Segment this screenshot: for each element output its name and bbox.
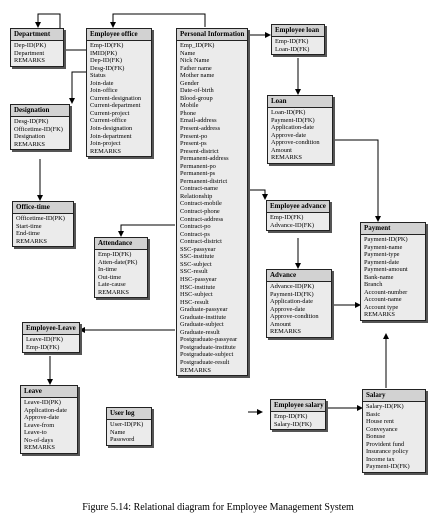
table-fields — [87, 41, 151, 156]
field-row: Application-date — [270, 298, 313, 306]
field-row: REMARKS — [90, 147, 121, 155]
field-row: Approve-date — [270, 305, 306, 313]
field-row: Department — [14, 49, 45, 57]
field-row: Postgraduate-passyear — [180, 336, 238, 344]
table-fields — [271, 412, 325, 429]
table-title: Advance — [267, 270, 331, 282]
field-row: Payment-ID(PK) — [364, 236, 408, 243]
field-row: Name — [110, 428, 126, 436]
table-title: Employee advance — [267, 201, 329, 213]
field-row: In-time — [98, 266, 117, 274]
field-row: REMARKS — [14, 57, 45, 65]
table-employee-office — [86, 28, 152, 157]
table-employee-salary — [270, 399, 326, 430]
field-row: Application-date — [271, 124, 314, 132]
table-fields — [95, 250, 147, 297]
table-fields — [177, 41, 247, 375]
field-row: Present-po — [180, 132, 208, 140]
field-row: Blood-group — [180, 94, 213, 102]
field-row: IMID(PK) — [90, 49, 117, 57]
field-row: Phone — [180, 109, 196, 117]
field-row: Desg-ID(PK) — [14, 118, 49, 125]
field-row: End-time — [16, 230, 40, 238]
field-row: House rent — [366, 418, 394, 426]
field-row: Graduate-institute — [180, 313, 227, 321]
field-row: REMARKS — [180, 366, 211, 374]
field-row: Present-address — [180, 125, 221, 133]
table-user-log — [106, 407, 152, 446]
field-row: Gender — [180, 79, 199, 87]
field-row: Approve-condition — [271, 139, 320, 147]
field-row: Insurance policy — [366, 448, 409, 456]
table-fields — [23, 335, 79, 352]
field-row: Mother name — [180, 72, 215, 80]
field-row: Payment-name — [364, 243, 403, 251]
figure-caption: Figure 5.14: Relational diagram for Employee Management System — [82, 502, 354, 513]
field-row: Emp-ID(FK) — [26, 343, 60, 351]
field-row: Account-name — [364, 296, 402, 304]
table-title: Employee loan — [272, 25, 324, 37]
field-row: Emp_ID(PK) — [180, 42, 215, 49]
table-fields — [11, 41, 63, 66]
field-row: Approve-date — [271, 131, 307, 139]
field-row: Provident fund — [366, 440, 405, 448]
field-row: Current-project — [90, 109, 130, 117]
table-fields — [21, 398, 77, 453]
field-row: HSC-institute — [180, 283, 216, 291]
field-row: REMARKS — [364, 311, 395, 319]
field-row: Permanent-address — [180, 155, 229, 163]
field-row: REMARKS — [14, 140, 45, 148]
field-row: Basic — [366, 410, 381, 418]
field-row: Loan-ID(FK) — [275, 45, 310, 53]
table-designation — [10, 104, 70, 150]
field-row: HSC-subject — [180, 291, 213, 299]
field-row: Advance-ID(PK) — [270, 283, 315, 290]
field-row: Emp-ID(FK) — [275, 38, 309, 45]
field-row: Join-department — [90, 132, 132, 140]
field-row: Officetime-ID(PK) — [16, 215, 65, 222]
table-title: Loan — [268, 96, 332, 108]
field-row: Join-project — [90, 140, 121, 148]
field-row: Conveyance — [366, 425, 398, 433]
field-row: Contract-phone — [180, 208, 220, 216]
field-row: Current-office — [90, 117, 127, 125]
field-row: Bonuse — [366, 433, 386, 441]
field-row: No-of-days — [24, 436, 54, 444]
table-fields — [13, 214, 73, 246]
field-row: Join-office — [90, 87, 118, 95]
field-row: SSC-passyear — [180, 245, 216, 253]
field-row: HSC-passyear — [180, 275, 217, 283]
field-row: Dep-ID(PK) — [14, 42, 46, 49]
field-row: Out-time — [98, 273, 122, 281]
field-row: Advance-ID(FK) — [270, 221, 315, 229]
table-fields — [267, 213, 329, 230]
field-row: Leave-ID(FK) — [26, 336, 63, 343]
field-row: Salary-ID(PK) — [366, 403, 404, 410]
field-row: Salary-ID(FK) — [274, 420, 312, 428]
table-fields — [107, 420, 151, 445]
table-fields — [268, 108, 332, 163]
field-row: REMARKS — [270, 328, 301, 336]
field-row: Emp-ID(FK) — [90, 42, 124, 49]
table-employee-advance — [266, 200, 330, 231]
field-row: Graduate-passyear — [180, 306, 228, 314]
field-row: REMARKS — [271, 154, 302, 162]
field-row: Payment-ID(FK) — [366, 463, 410, 471]
field-row: Present-district — [180, 147, 219, 155]
table-fields — [272, 37, 324, 54]
table-fields — [267, 282, 331, 337]
field-row: Contract-district — [180, 238, 222, 246]
table-department — [10, 28, 64, 67]
field-row: Graduate-result — [180, 328, 220, 336]
link-personal-employee-office — [113, 14, 205, 27]
field-row: Bank-name — [364, 273, 394, 281]
field-row: Payment-type — [364, 251, 400, 259]
field-row: Approve-date — [24, 414, 60, 422]
table-title: Office-time — [13, 202, 73, 214]
table-title: Attendance — [95, 238, 147, 250]
field-row: Leave-ID(PK) — [24, 399, 61, 406]
field-row: Relationship — [180, 192, 213, 200]
table-salary — [362, 389, 426, 473]
table-title: Designation — [11, 105, 69, 117]
table-attendance — [94, 237, 148, 298]
link-personal-employee-advance — [248, 190, 265, 199]
field-row: Emp-ID(FK) — [270, 214, 304, 221]
field-row: Permanent-district — [180, 177, 228, 185]
field-row: Permanent-ps — [180, 170, 216, 178]
field-row: Officetime-ID(FK) — [14, 125, 63, 133]
field-row: Email-address — [180, 117, 217, 125]
field-row: Designation — [14, 133, 45, 141]
field-row: Status — [90, 72, 106, 80]
field-row: Payment-ID(FK) — [271, 116, 315, 124]
link-loan-payment — [333, 140, 378, 221]
table-title: Employee salary — [271, 400, 325, 412]
field-row: Leave-from — [24, 421, 55, 429]
field-row: Graduate-subject — [180, 321, 224, 329]
table-fields — [361, 235, 425, 320]
field-row: Income tax — [366, 455, 395, 463]
field-row: Current-department — [90, 102, 141, 110]
field-row: Password — [110, 436, 135, 444]
field-row: Current-designation — [90, 94, 142, 102]
field-row: SSC-subject — [180, 260, 212, 268]
table-advance — [266, 269, 332, 338]
table-loan — [267, 95, 333, 164]
field-row: Postgraduate-result — [180, 358, 230, 366]
field-row: Branch — [364, 281, 383, 289]
field-row: Contract-name — [180, 185, 218, 193]
table-title: Salary — [363, 390, 425, 402]
field-row: SSC-result — [180, 268, 208, 276]
field-row: Amount — [270, 320, 291, 328]
field-row: Dep-ID(FK) — [90, 57, 122, 65]
field-row: Loan-ID(PK) — [271, 109, 306, 116]
table-leave — [20, 385, 78, 454]
field-row: Name — [180, 49, 196, 57]
field-row: Amount — [271, 146, 292, 154]
link-office-designation — [72, 72, 86, 103]
field-row: Payment-ID(FK) — [270, 290, 314, 298]
field-row: SSC-institute — [180, 253, 215, 261]
field-row: REMARKS — [24, 444, 55, 452]
field-row: Late-cause — [98, 281, 126, 289]
table-title: Payment — [361, 223, 425, 235]
field-row: Present-ps — [180, 140, 207, 148]
field-row: Account-number — [364, 288, 408, 296]
field-row: Join-date — [90, 79, 114, 87]
field-row: Mobile — [180, 102, 199, 110]
table-title: Department — [11, 29, 63, 41]
field-row: Contract-po — [180, 223, 211, 231]
field-row: Payment-amount — [364, 266, 408, 274]
table-personal-information — [176, 28, 248, 376]
field-row: Father name — [180, 64, 212, 72]
field-row: Emp-ID(FK) — [274, 413, 308, 420]
table-office-time — [12, 201, 74, 247]
field-row: Approve-condition — [270, 313, 319, 321]
field-row: Nick Name — [180, 57, 210, 65]
field-row: Postgraduate-subject — [180, 351, 234, 359]
field-row: Account type — [364, 303, 399, 311]
table-fields — [363, 402, 425, 472]
field-row: Payment-date — [364, 258, 400, 266]
field-row: REMARKS — [98, 288, 129, 296]
field-row: Desg-ID(FK) — [90, 64, 125, 72]
field-row: Permanent-po — [180, 162, 216, 170]
table-title: Employee office — [87, 29, 151, 41]
table-title: Personal Information — [177, 29, 247, 41]
field-row: Atten-date(PK) — [98, 258, 138, 266]
field-row: User-ID(PK) — [110, 421, 144, 428]
table-title: Employee-Leave — [23, 323, 79, 335]
field-row: HSC-result — [180, 298, 209, 306]
field-row: Join-designation — [90, 125, 133, 133]
field-row: Start-time — [16, 222, 42, 230]
table-employee-loan — [271, 24, 325, 55]
field-row: Contract-mobile — [180, 200, 222, 208]
field-row: REMARKS — [16, 237, 47, 245]
field-row: Leave-to — [24, 429, 47, 437]
field-row: Date-of-birth — [180, 87, 214, 95]
field-row: Application-date — [24, 406, 67, 414]
field-row: Emp-ID(FK) — [98, 251, 132, 258]
field-row: Contract-ps — [180, 230, 210, 238]
table-employee-leave — [22, 322, 80, 353]
table-title: User log — [107, 408, 151, 420]
table-payment — [360, 222, 426, 321]
link-personal-attendance — [121, 225, 175, 236]
field-row: Postgraduate-institute — [180, 343, 236, 351]
table-fields — [11, 117, 69, 149]
table-title: Leave — [21, 386, 77, 398]
field-row: Contract-address — [180, 215, 224, 223]
